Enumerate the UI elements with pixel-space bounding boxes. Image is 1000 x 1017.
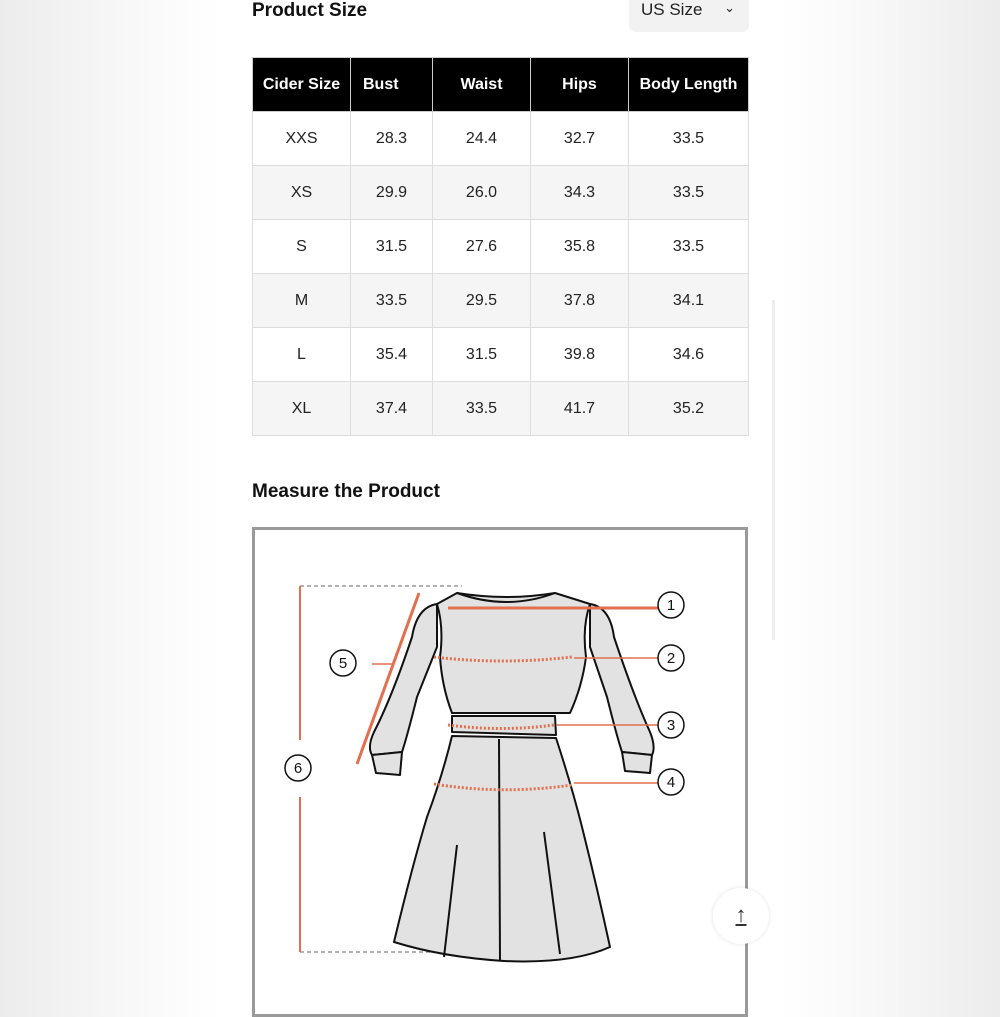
table-row <box>253 328 749 382</box>
table-cell: XXS <box>253 112 351 166</box>
table-cell: 26.0 <box>433 166 531 220</box>
table-cell: 33.5 <box>629 112 749 166</box>
table-cell: 34.6 <box>629 328 749 382</box>
table-cell: XL <box>253 382 351 436</box>
table-cell: 33.5 <box>629 166 749 220</box>
table-cell: 35.2 <box>629 382 749 436</box>
table-cell: L <box>253 328 351 382</box>
scroll-to-top-button[interactable] <box>713 888 769 944</box>
table-cell: 29.9 <box>351 166 433 220</box>
col-header: Body Length <box>629 58 749 112</box>
measure-marker-label: 5 <box>338 655 348 672</box>
size-unit-select[interactable] <box>629 0 749 32</box>
table-cell: 35.4 <box>351 328 433 382</box>
table-cell: 37.8 <box>531 274 629 328</box>
table-cell: S <box>253 220 351 274</box>
scrollbar[interactable] <box>772 300 775 640</box>
measure-marker-label: 6 <box>293 760 303 777</box>
table-cell: 33.5 <box>629 220 749 274</box>
table-cell: 33.5 <box>433 382 531 436</box>
table-cell: 28.3 <box>351 112 433 166</box>
col-header: Hips <box>531 58 629 112</box>
table-row <box>253 166 749 220</box>
table-row <box>253 112 749 166</box>
table-cell: 37.4 <box>351 382 433 436</box>
table-cell: 34.1 <box>629 274 749 328</box>
table-row <box>253 382 749 436</box>
table-cell: 33.5 <box>351 274 433 328</box>
table-row <box>253 220 749 274</box>
measure-marker-label: 4 <box>666 774 676 791</box>
table-cell: 35.8 <box>531 220 629 274</box>
measure-diagram <box>252 527 748 1017</box>
table-cell: XS <box>253 166 351 220</box>
table-cell: M <box>253 274 351 328</box>
dress <box>370 593 654 961</box>
size-table <box>252 57 749 436</box>
table-cell: 32.7 <box>531 112 629 166</box>
measure-marker-label: 2 <box>666 650 676 667</box>
table-cell: 41.7 <box>531 382 629 436</box>
table-cell: 31.5 <box>433 328 531 382</box>
col-header: Waist <box>433 58 531 112</box>
measure-title: Measure the Product <box>252 481 440 502</box>
table-cell: 31.5 <box>351 220 433 274</box>
measure-marker-label: 1 <box>666 597 676 614</box>
dress-illustration <box>252 527 748 1017</box>
table-cell: 34.3 <box>531 166 629 220</box>
arrow-up-icon: ↑ <box>735 902 747 927</box>
col-header: Bust <box>351 58 433 112</box>
col-header: Cider Size <box>253 58 351 112</box>
size-unit-value: US Size <box>641 0 703 19</box>
chevron-down-icon: ⌄ <box>724 0 735 15</box>
table-header <box>253 58 749 112</box>
table-cell: 39.8 <box>531 328 629 382</box>
table-cell: 29.5 <box>433 274 531 328</box>
table-cell: 24.4 <box>433 112 531 166</box>
table-cell: 27.6 <box>433 220 531 274</box>
measure-marker-label: 3 <box>666 717 676 734</box>
product-size-title: Product Size <box>252 0 368 21</box>
table-row <box>253 274 749 328</box>
